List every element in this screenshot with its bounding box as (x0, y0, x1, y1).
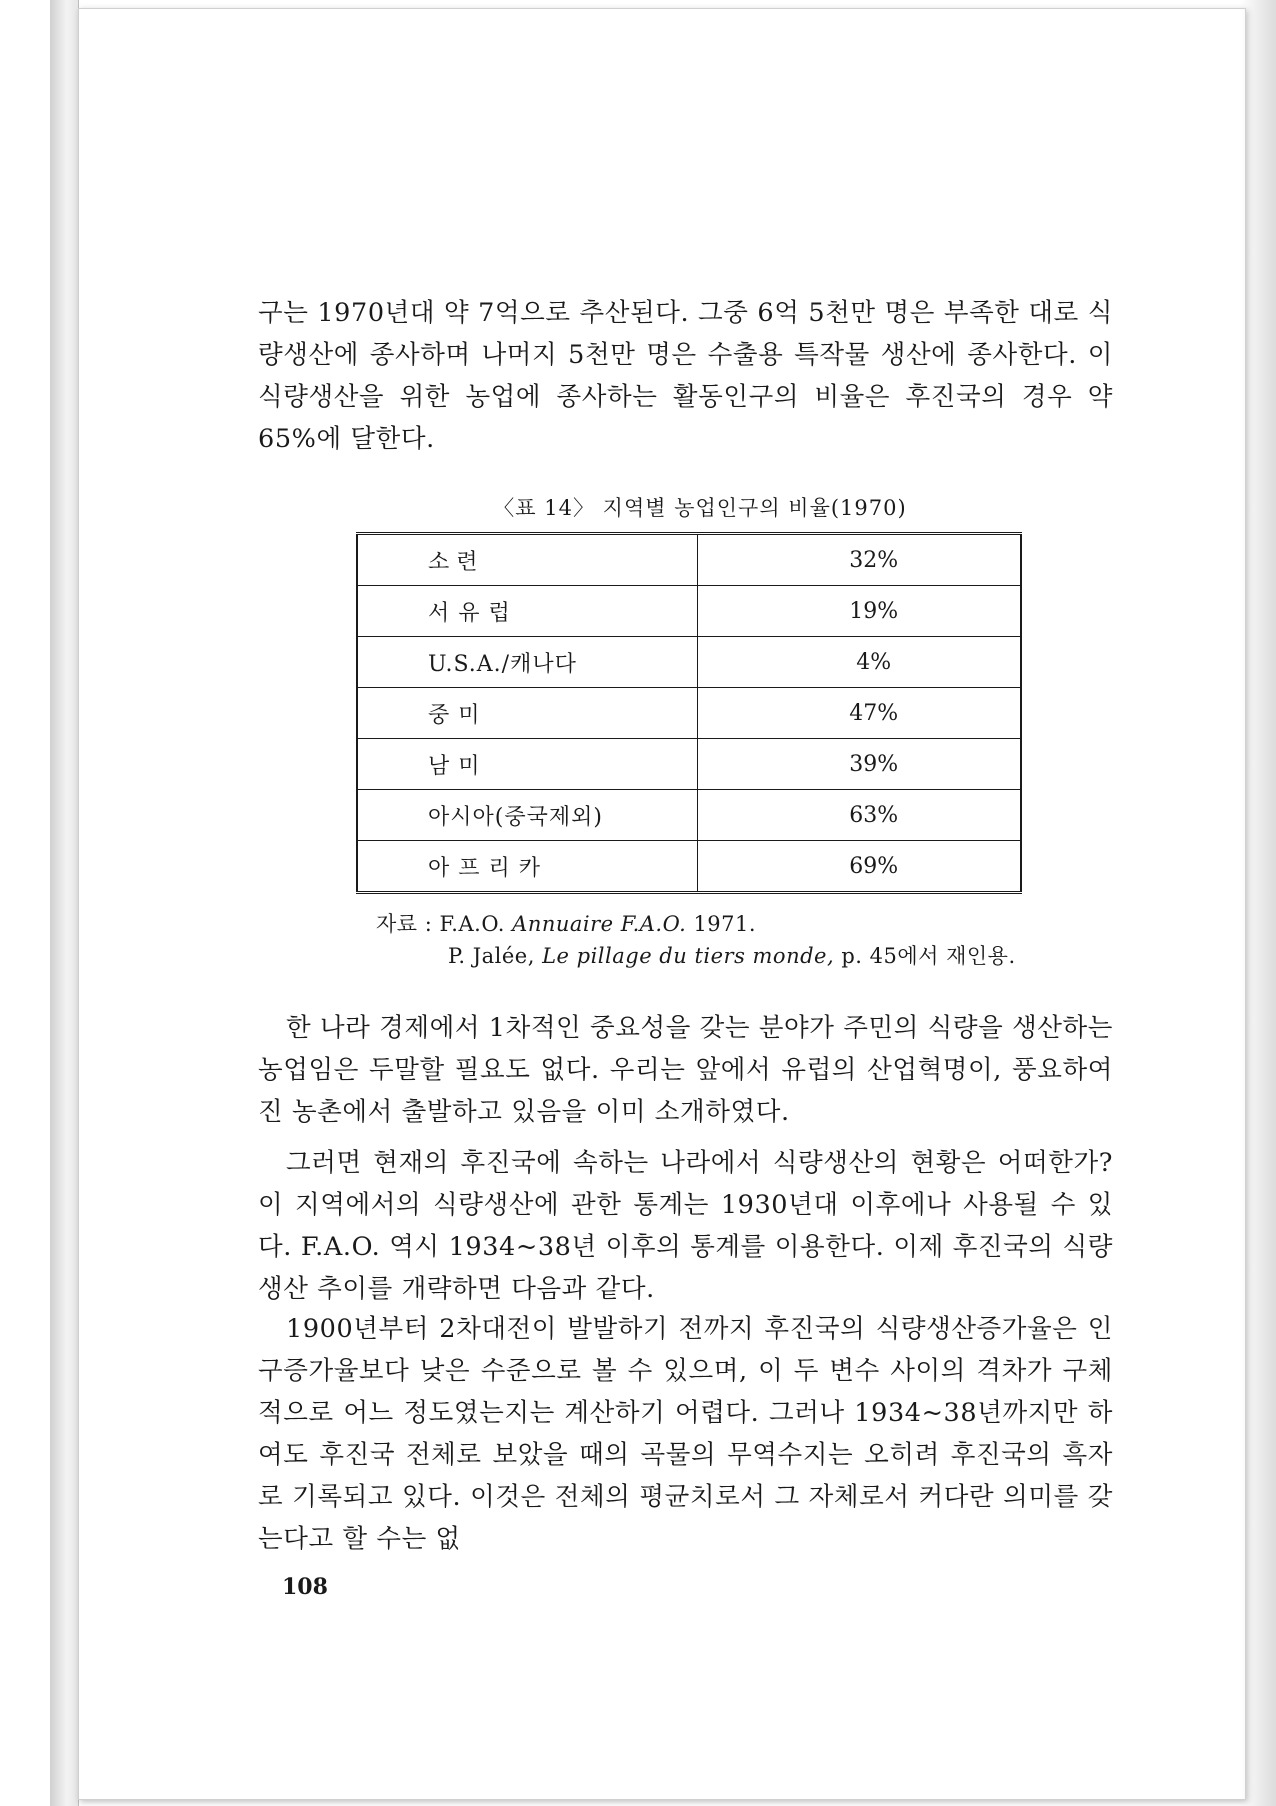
region-cell: 아시아(중국제외) (357, 790, 697, 841)
value-cell: 4% (697, 637, 1021, 688)
book-spine (50, 0, 79, 1806)
paragraph-1: 구는 1970년대 약 7억으로 추산된다. 그중 6억 5천만 명은 부족한 대로 식량생산에 종사하며 나머지 5천만 명은 수출용 특작물 생산에 종사한다. 이 식량생산을 위한 농업에 종사하는 활동인구의 비율은 후진국의 경우 약 65%에 달한다. (258, 298, 1113, 454)
table-caption: 〈표 14〉 지역별 농업인구의 비율(1970) (493, 496, 907, 520)
region-cell: 남 미 (357, 739, 697, 790)
source-prefix: P. Jalée, (448, 944, 543, 968)
table-row (357, 790, 1021, 841)
region-label: 소 련 (428, 549, 478, 575)
source-prefix: 자료 : F.A.O. (376, 912, 513, 936)
region-cell: 중 미 (357, 688, 697, 739)
region-cell: U.S.A./캐나다 (357, 637, 697, 688)
region-cell: 아 프 리 카 (357, 841, 697, 893)
value-cell: 19% (697, 586, 1021, 637)
table-row (357, 586, 1021, 637)
region-cell: 서 유 럽 (357, 586, 697, 637)
region-cell (357, 534, 697, 586)
value-cell: 47% (697, 688, 1021, 739)
paragraph-4: 1900년부터 2차대전이 발발하기 전까지 후진국의 식량생산증가율은 인구증가율보다 낮은 수준으로 볼 수 있으며, 이 두 변수 사이의 격차가 구체적으로 어느 정도였는지는 계산하기 어렵다. 그러나 1934~38년까지만 하여도 후진국 전체로 보았을 때의 곡물의 무역수지는 오히려 후진국의 흑자로 기록되고 있다. 이것은 전체의 평균치로서 그 자체로서 커다란 의미를 갖는다고 할 수는 없 (258, 1314, 1113, 1554)
page-number: 108 (282, 1574, 328, 1600)
table-row (357, 688, 1021, 739)
page-edge-shadow (1240, 0, 1276, 1806)
value-cell: 32% (697, 534, 1021, 586)
paragraph-3: 그러면 현재의 후진국에 속하는 나라에서 식량생산의 현황은 어떠한가? 이 지역에서의 식량생산에 관한 통계는 1930년대 이후에나 사용될 수 있다. F.A.O. 역시 1934~38년 이후의 통계를 이용한다. 이제 후진국의 식량생산 추이를 개략하면 다음과 같다. (258, 1148, 1113, 1304)
table-row (357, 637, 1021, 688)
source-suffix: p. 45에서 재인용. (834, 944, 1016, 968)
value-cell: 69% (849, 853, 899, 879)
value-cell: 39% (697, 739, 1021, 790)
source-citation-1 (376, 908, 756, 938)
paragraph-2: 한 나라 경제에서 1차적인 중요성을 갖는 분야가 주민의 식량을 생산하는 농업임은 두말할 필요도 없다. 우리는 앞에서 유럽의 산업혁명이, 풍요하여진 농촌에서 출발하고 있음을 이미 소개하였다. (258, 1013, 1113, 1127)
table-row (357, 841, 1021, 893)
source-citation-2 (448, 940, 1016, 970)
value-cell: 63% (697, 790, 1021, 841)
source-title: Le pillage du tiers monde, (542, 944, 835, 968)
table-row (357, 739, 1021, 790)
table-row (357, 534, 1021, 586)
source-title: Annuaire F.A.O. (512, 912, 687, 936)
region-spread (428, 545, 628, 576)
agriculture-population-table (356, 532, 1022, 894)
source-suffix: 1971. (686, 912, 757, 936)
